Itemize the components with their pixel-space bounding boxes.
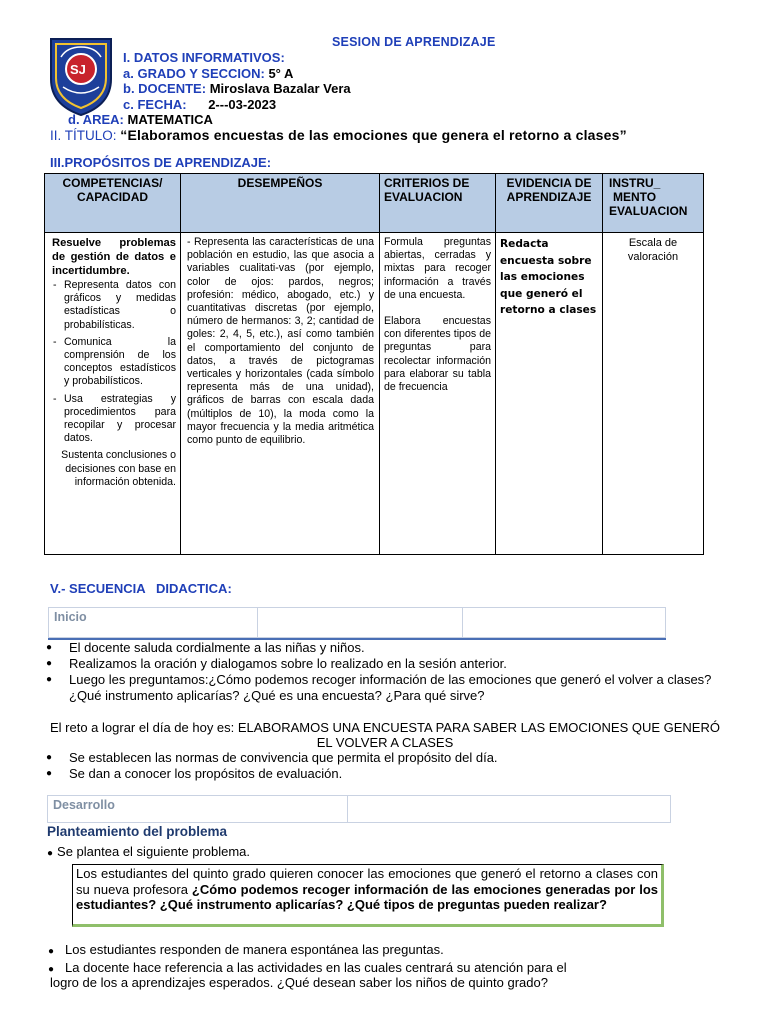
capacidad-item: - Usa estrategias y procedimientos para recopilar y procesar datos. xyxy=(52,393,176,446)
table-header-row xyxy=(45,174,704,233)
inicio-empty-cell xyxy=(258,608,463,637)
desarrollo-label-cell xyxy=(48,796,348,822)
problem-questions: ¿Cómo podemos recoger información de las emociones generadas por los estudiantes? ¿Qué instrumento aplicarías? ¿Qué tipos de preguntas pueden realizar? xyxy=(76,881,659,912)
propositos-table xyxy=(44,173,704,555)
inicio-label-cell xyxy=(49,608,258,637)
header-instrumento-line-3: EVALUACION xyxy=(609,204,688,218)
secuencia-title: V.- SECUENCIA DIDACTICA: xyxy=(50,581,232,596)
inicio-item: ● El docente saluda cordialmente a las niñas y niños. xyxy=(46,640,724,656)
header-desempenos: DESEMPEÑOS xyxy=(181,174,380,233)
desarrollo-label: Desarrollo xyxy=(53,798,115,812)
fecha-label: c. FECHA: xyxy=(123,97,187,112)
evidencia-cell xyxy=(496,233,603,555)
problem-box xyxy=(72,864,664,927)
instrumento-cell xyxy=(603,233,704,555)
desarrollo-item-text: La docente hace referencia a las actividades en las cuales centrará su atención para el xyxy=(65,960,567,975)
grado-value: 5° A xyxy=(268,66,294,81)
planteamiento-title: Planteamiento del problema xyxy=(47,824,228,839)
competencia-title: Resuelve problemas de gestión de datos e incertidumbre. xyxy=(52,237,176,277)
instrumento-text: Escala de valoración xyxy=(627,237,679,263)
docente-line xyxy=(123,81,351,96)
criterio-2: Elabora encuestas con diferentes tipos de preguntas para recolectar información para elaborar su tabla de frecuencia xyxy=(384,315,491,394)
inicio-item: ● Realizamos la oración y dialogamos sobre lo realizado en la sesión anterior. xyxy=(46,656,724,672)
capacidad-item: - Comunica la comprensión de los conceptos estadísticos y probabilísticos. xyxy=(52,336,176,389)
criterio-1: Formula preguntas abiertas, cerradas y mixtas para recoger información a través de una encuesta. xyxy=(384,236,491,301)
capacidad-item: - Representa datos con gráficos y medidas estadísticas o probabilísticas. xyxy=(52,279,176,332)
reto-text: El reto a lograr el día de hoy es: ELABORAMOS UNA ENCUESTA PARA SABER LAS EMOCIONES QUE GENERÓ EL VOLVER A CLASES xyxy=(50,720,720,750)
datos-informativos-heading xyxy=(123,50,285,65)
evidencia-text: Redacta encuesta sobre las emociones que generó el retorno a clases xyxy=(500,238,597,316)
bullet-icon: ● xyxy=(47,848,54,859)
docente-label: b. DOCENTE: xyxy=(123,81,207,96)
criterios-cell xyxy=(380,233,496,555)
docente-value: Miroslava Bazalar Vera xyxy=(209,81,351,96)
inicio-box xyxy=(48,607,666,638)
header-evidencia: EVIDENCIA DE APRENDIZAJE xyxy=(496,174,603,233)
desempeno-cell: - Representa las características de una población en estudio, las que asocia a variables cualitati-vas (por ejemplo, color de ojos: pardos, negros; profesión: médico, abogado, etc.) y cuantitativas discretas (por ejemplo, número de hermanos: 3, 2; cantidad de goles: 2, 4, 5, etc.), así como también el comportamiento del conjunto de datos, a través de pictogramas verticales y horizontales (cada símbolo representa más de una unidad), gráficos de barras con escala dada (múltiplos de 10), la moda como la mayor frecuencia y la media aritmética como punto de equilibrio. xyxy=(181,233,380,555)
sustenta-text: Sustenta conclusiones o decisiones con base en información obtenida. xyxy=(61,449,176,488)
bullet-icon: ● xyxy=(48,946,55,957)
header-instrumento-line-2: MENTO xyxy=(613,190,657,204)
inicio-item: ● Luego les preguntamos:¿Cómo podemos recoger información de las emociones que generó el volver a clases? ¿Qué instrumento aplicarías? ¿Qué es una encuesta? ¿Para qué sirve? xyxy=(46,672,724,704)
desarrollo-box xyxy=(47,795,671,823)
inicio-list xyxy=(46,640,724,704)
fecha-value: 2---03-2023 xyxy=(208,97,277,112)
inicio-empty-cell xyxy=(463,608,665,637)
desarrollo-item xyxy=(48,942,444,960)
problem-text: Los estudiantes del quinto grado quieren conocer las emociones que generó el retorno a clases con su nueva profesora xyxy=(76,866,658,897)
grado-line xyxy=(123,66,293,81)
normas-item: ● Se establecen las normas de convivencia que permita el propósito del día. xyxy=(46,750,724,766)
school-logo xyxy=(47,35,115,117)
area-value: MATEMATICA xyxy=(127,112,213,127)
table-row xyxy=(45,233,704,555)
desarrollo-item-continuation: logro de los a aprendizajes esperados. ¿Qué desean saber los niños de quinto grado? xyxy=(50,975,548,990)
normas-item: ● Se dan a conocer los propósitos de evaluación. xyxy=(46,766,724,782)
fecha-line xyxy=(123,97,276,112)
header-instrumento-line-1: INSTRU_ xyxy=(609,176,661,190)
se-plantea-line xyxy=(47,844,250,859)
session-title: SESION DE APRENDIZAJE xyxy=(332,35,496,49)
desarrollo-item-text: Los estudiantes responden de manera espontánea las preguntas. xyxy=(65,942,444,957)
propositos-heading xyxy=(50,155,271,170)
header-competencias: COMPETENCIAS/ CAPACIDAD xyxy=(45,174,181,233)
area-line xyxy=(68,112,213,127)
se-plantea-text: Se plantea el siguiente problema. xyxy=(57,844,251,859)
area-label: d. AREA: xyxy=(68,112,124,127)
titulo-value: “Elaboramos encuestas de las emociones que genera el retorno a clases” xyxy=(120,127,627,143)
inicio-label: Inicio xyxy=(54,610,87,624)
bullet-icon: ● xyxy=(48,964,55,975)
desarrollo-empty-cell xyxy=(348,796,670,822)
normas-list xyxy=(46,750,724,782)
titulo-line xyxy=(50,127,627,143)
header-instrumento xyxy=(603,174,704,233)
datos-informativos-label: I. DATOS INFORMATIVOS: xyxy=(123,50,285,65)
logo-text: SJ xyxy=(70,62,86,77)
header-criterios: CRITERIOS DE EVALUACION xyxy=(380,174,496,233)
propositos-label: III.PROPÓSITOS DE APRENDIZAJE: xyxy=(50,155,272,170)
capacidades-list xyxy=(52,279,176,445)
grado-label: a. GRADO Y SECCION: xyxy=(123,66,265,81)
competencias-cell xyxy=(45,233,181,555)
titulo-label: II. TÍTULO: xyxy=(50,128,117,143)
